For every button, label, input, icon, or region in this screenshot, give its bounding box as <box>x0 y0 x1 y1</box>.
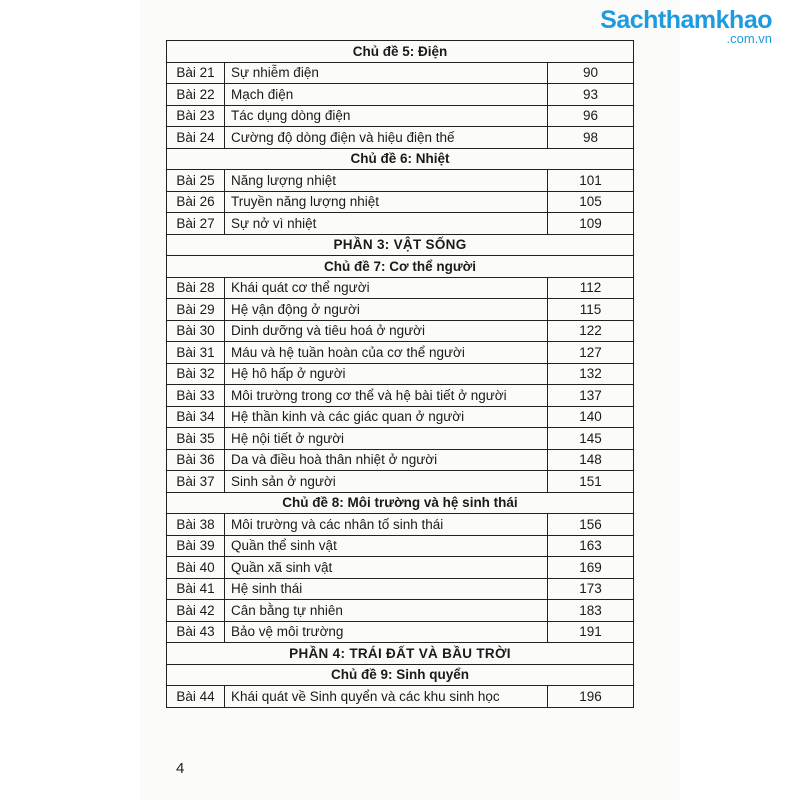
lesson-page: 140 <box>547 406 633 428</box>
toc-row <box>167 471 634 493</box>
toc-row <box>167 105 634 127</box>
toc-row <box>167 557 634 579</box>
lesson-page: 127 <box>547 342 633 364</box>
lesson-title: Khái quát về Sinh quyển và các khu sinh học <box>225 686 548 708</box>
lesson-number: Bài 30 <box>167 320 225 342</box>
lesson-title: Hệ thần kinh và các giác quan ở người <box>225 406 548 428</box>
lesson-title: Môi trường trong cơ thể và hệ bài tiết ở người <box>225 385 548 407</box>
lesson-page: 145 <box>547 428 633 450</box>
lesson-page: 105 <box>547 191 633 213</box>
topic-heading: Chủ đề 6: Nhiệt <box>167 148 634 170</box>
lesson-number: Bài 21 <box>167 62 225 84</box>
lesson-page: 101 <box>547 170 633 192</box>
topic-heading: Chủ đề 5: Điện <box>167 41 634 63</box>
lesson-number: Bài 37 <box>167 471 225 493</box>
lesson-title: Quần xã sinh vật <box>225 557 548 579</box>
lesson-page: 169 <box>547 557 633 579</box>
lesson-page: 196 <box>547 686 633 708</box>
lesson-page: 93 <box>547 84 633 106</box>
watermark-domain: .com.vn <box>726 31 772 46</box>
lesson-page: 173 <box>547 578 633 600</box>
toc-row <box>167 686 634 708</box>
page-number: 4 <box>176 760 185 777</box>
lesson-title: Bảo vệ môi trường <box>225 621 548 643</box>
lesson-title: Môi trường và các nhân tố sinh thái <box>225 514 548 536</box>
lesson-title: Khái quát cơ thể người <box>225 277 548 299</box>
toc-row <box>167 170 634 192</box>
topic-heading: Chủ đề 7: Cơ thể người <box>167 256 634 278</box>
lesson-title: Cường độ dòng điện và hiệu điện thế <box>225 127 548 149</box>
lesson-title: Mạch điện <box>225 84 548 106</box>
lesson-number: Bài 27 <box>167 213 225 235</box>
lesson-title: Máu và hệ tuần hoàn của cơ thể người <box>225 342 548 364</box>
topic-heading-row <box>167 664 634 686</box>
topic-heading: Chủ đề 9: Sinh quyển <box>167 664 634 686</box>
lesson-title: Sự nở vì nhiệt <box>225 213 548 235</box>
lesson-page: 115 <box>547 299 633 321</box>
lesson-number: Bài 23 <box>167 105 225 127</box>
lesson-number: Bài 35 <box>167 428 225 450</box>
lesson-number: Bài 26 <box>167 191 225 213</box>
toc-row <box>167 406 634 428</box>
lesson-title: Dinh dưỡng và tiêu hoá ở người <box>225 320 548 342</box>
toc-row <box>167 578 634 600</box>
lesson-page: 98 <box>547 127 633 149</box>
lesson-number: Bài 41 <box>167 578 225 600</box>
toc-row <box>167 342 634 364</box>
lesson-title: Sự nhiễm điện <box>225 62 548 84</box>
toc-row <box>167 213 634 235</box>
lesson-page: 191 <box>547 621 633 643</box>
lesson-page: 96 <box>547 105 633 127</box>
lesson-page: 137 <box>547 385 633 407</box>
toc-row <box>167 514 634 536</box>
lesson-title: Da và điều hoà thân nhiệt ở người <box>225 449 548 471</box>
toc-row <box>167 62 634 84</box>
topic-heading-row <box>167 256 634 278</box>
lesson-page: 90 <box>547 62 633 84</box>
lesson-number: Bài 31 <box>167 342 225 364</box>
toc-row <box>167 320 634 342</box>
part-heading: PHẦN 4: TRÁI ĐẤT VÀ BẦU TRỜI <box>167 643 634 665</box>
watermark-brand: Sachthamkhao <box>600 6 772 34</box>
lesson-number: Bài 32 <box>167 363 225 385</box>
lesson-page: 156 <box>547 514 633 536</box>
lesson-page: 163 <box>547 535 633 557</box>
part-heading-row <box>167 234 634 256</box>
lesson-title: Hệ sinh thái <box>225 578 548 600</box>
lesson-page: 151 <box>547 471 633 493</box>
toc-row <box>167 363 634 385</box>
toc-row <box>167 385 634 407</box>
lesson-page: 109 <box>547 213 633 235</box>
lesson-page: 183 <box>547 600 633 622</box>
toc-row <box>167 191 634 213</box>
toc-row <box>167 127 634 149</box>
lesson-title: Hệ hô hấp ở người <box>225 363 548 385</box>
lesson-number: Bài 34 <box>167 406 225 428</box>
lesson-title: Quần thể sinh vật <box>225 535 548 557</box>
toc-row <box>167 449 634 471</box>
lesson-title: Hệ nội tiết ở người <box>225 428 548 450</box>
part-heading-row <box>167 643 634 665</box>
toc-row <box>167 600 634 622</box>
lesson-title: Hệ vận động ở người <box>225 299 548 321</box>
lesson-number: Bài 44 <box>167 686 225 708</box>
lesson-title: Sinh sản ở người <box>225 471 548 493</box>
topic-heading: Chủ đề 8: Môi trường và hệ sinh thái <box>167 492 634 514</box>
lesson-page: 112 <box>547 277 633 299</box>
lesson-title: Cân bằng tự nhiên <box>225 600 548 622</box>
toc-row <box>167 299 634 321</box>
toc-row <box>167 535 634 557</box>
lesson-number: Bài 39 <box>167 535 225 557</box>
lesson-number: Bài 29 <box>167 299 225 321</box>
lesson-number: Bài 24 <box>167 127 225 149</box>
lesson-number: Bài 33 <box>167 385 225 407</box>
part-heading: PHẦN 3: VẬT SỐNG <box>167 234 634 256</box>
lesson-number: Bài 36 <box>167 449 225 471</box>
lesson-title: Năng lượng nhiệt <box>225 170 548 192</box>
lesson-number: Bài 42 <box>167 600 225 622</box>
table-of-contents <box>166 40 634 708</box>
lesson-number: Bài 40 <box>167 557 225 579</box>
lesson-number: Bài 28 <box>167 277 225 299</box>
lesson-page: 148 <box>547 449 633 471</box>
topic-heading-row <box>167 148 634 170</box>
lesson-page: 132 <box>547 363 633 385</box>
lesson-number: Bài 38 <box>167 514 225 536</box>
topic-heading-row <box>167 492 634 514</box>
lesson-title: Truyền năng lượng nhiệt <box>225 191 548 213</box>
toc-row <box>167 277 634 299</box>
lesson-number: Bài 25 <box>167 170 225 192</box>
toc-row <box>167 428 634 450</box>
toc-row <box>167 84 634 106</box>
lesson-number: Bài 22 <box>167 84 225 106</box>
lesson-title: Tác dụng dòng điện <box>225 105 548 127</box>
topic-heading-row <box>167 41 634 63</box>
lesson-number: Bài 43 <box>167 621 225 643</box>
toc-row <box>167 621 634 643</box>
lesson-page: 122 <box>547 320 633 342</box>
